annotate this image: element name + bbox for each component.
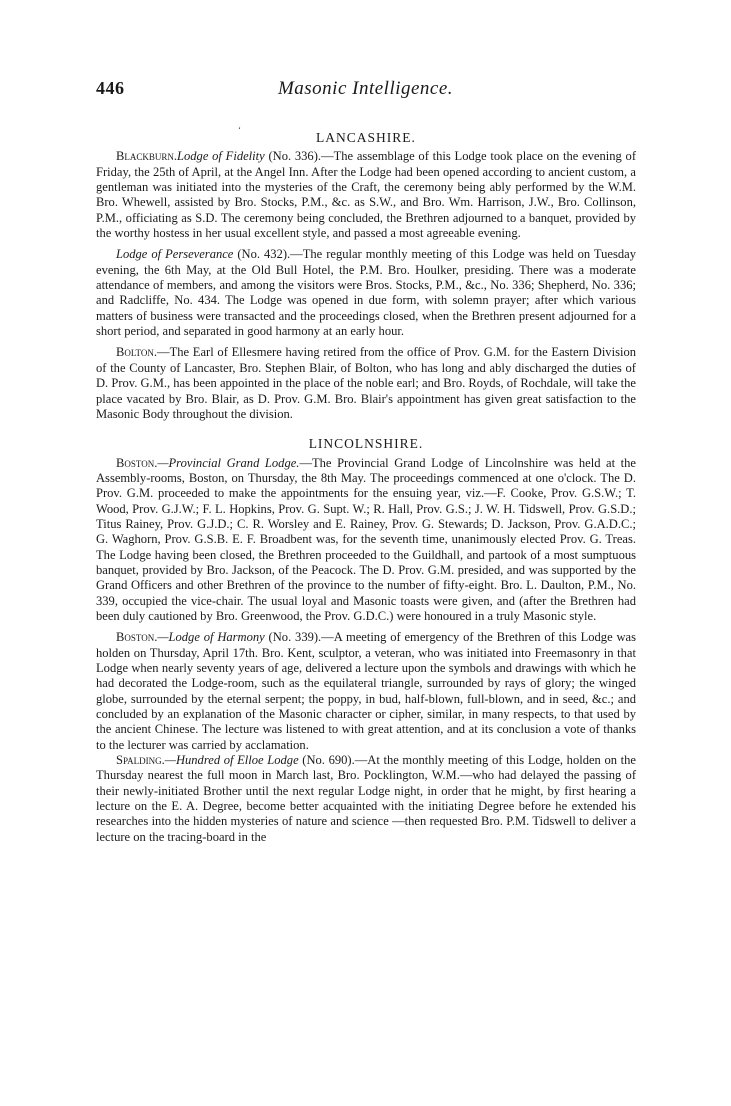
lodge-name: —Provincial Grand Lodge. [157,455,300,470]
paragraph-boston-provincial [96,456,636,625]
page-number: 446 [96,78,125,98]
running-title: Masonic Intelligence. [277,78,454,99]
paragraph-text: (No. 336).—The assemblage of this Lodge took place on the evening of Friday, the 25th of April, at the Angel Inn. After the Lodge had been opened according to ancient custom, a gentleman was initiated into the mysteries of the Craft, the ceremony being ably performed by the W.M. Bro. Whewell, assisted by Bro. Stocks, P.M., &c. as S.W., and Bro. Wm. Harrison, J.W., Bro. Collinson, P.M., officiating as S.D. The ceremony being concluded, the Brethren adjourned to a banquet, provided by the worthy hostess in her usual excellent style, and passed a most agreeable evening. [96,149,637,241]
section-heading-lincolnshire: LINCOLNSHIRE. [308,436,424,452]
paragraph-perseverance [96,247,636,339]
paragraph-text: —The Earl of Ellesmere having retired from the office of Prov. G.M. for the Eastern Division of the County of Lancaster, Bro. Stephen Blair, of Bolton, who has long and ably discharged the duties of D. Prov. G.M., has been appointed in the place of the noble earl; and Bro. Royds, of Rochdale, will take the place vacated by Bro. Blair, as D. Prov. G.M. Bro. Blair's appointment has given great satisfaction to the Masonic Body throughout the division. [96,345,636,421]
running-head [96,78,635,102]
paragraph-boston-harmony [96,630,636,753]
place-name: Boston. [116,455,158,470]
paragraph-spalding [96,753,636,845]
lodge-name: —Hundred of Elloe Lodge [164,753,299,768]
lodge-name: Lodge of Fidelity [177,149,265,164]
section-heading-lancashire: LANCASHIRE. [316,130,416,145]
article-body [96,130,636,851]
lodge-name: Lodge of Perseverance [116,247,234,262]
place-name: Bolton. [116,345,158,360]
paragraph-text: (No. 339).—A meeting of emergency of the Brethren of this Lodge was holden on Thursday, April 17th. Bro. Kent, sculptor, a veteran, who was initiated into Freemasonry in that Lodge when nearly seventy years of age, delivered a lecture upon the symbols and drawings with which he had decorated the Lodge-room, such as the equilateral triangle, surrounded by rays of glory; the winged globe, surrounded by the eternal serpent; the poppy, in bud, half-blown, full-blown, and in seed, &c.; and concluded by an explanation of the Masonic character or cipher, similar, in many respects, to that used by the ancient Chinese. The lecture was listened to with great attention, and at its conclusion a vote of thanks to the lecturer was carried by acclamation. [96,630,636,752]
place-name: Spalding. [116,753,165,768]
paragraph-blackburn [96,149,636,241]
place-name: Boston. [116,630,158,645]
paragraph-text: (No. 432).—The regular monthly meeting of this Lodge was held on Tuesday evening, the 6th May, at the Old Bull Hotel, the P.M. Bro. Houlker, presiding. There was a moderate attendance of members, and among the visitors were Bros. Stocks, P.M., &c., No. 336; Shepherd, No. 336; and Radcliffe, No. 434. The Lodge was opened in due form, with solemn prayer; after which various matters of business were transacted and the proceedings closed, when the Brethren present adjourned for a short period, and separated in good harmony at an early hour. [96,247,636,339]
paragraph-bolton [96,345,636,422]
paragraph-text: (No. 690).—At the monthly meeting of this Lodge, holden on the Thursday nearest the full moon in March last, Bro. Pocklington, W.M.—who had delayed the passing of their newly-initiated Brother until the next regular Lodge night, in order that he might, by first hearing a lecture on the E. A. Degree, become better acquainted with the initiating Degree before he extended his researches into the hidden mysteries of nature and science —then requested Bro. P.M. Tidswell to deliver a lecture on the tracing-board in the [96,753,636,844]
paragraph-text: —The Provincial Grand Lodge of Lincolnshire was held at the Assembly-rooms, Boston, on Thursday, the 8th May. The proceedings commenced at one o'clock. The D. Prov. G.M. proceeded to make the appointments for the ensuing year, viz.—F. Cooke, Prov. G.S.W.; T. Wood, Prov. G.J.W.; F. L. Hopkins, Prov. G. Supt. W.; R. Hall, Prov. G.S.; J. W. H. Tidswell, Prov. G.S.D.; Titus Rainey, Prov. G.J.D.; C. R. Worsley and E. Rainey, Prov. G. Stewards; D. Jackson, Prov. G.A.D.C.; G. Waghorn, Prov. G.S.B. E. F. Broadbent was, for the seventh time, unanimously elected Prov. G. Treas. The Lodge having been closed, the Brethren proceeded to the Guildhall, and partook of a most sumptuous banquet, provided by Bro. Jackson, of the Peacock. The D. Prov. G.M. presided, and was supported by the Grand Officers and other Brethren of the province to the number of fifty-eight. Bro. L. Daulton, P.M., No. 339, occupied the vice-chair. The usual loyal and Masonic toasts were given, and (after the Brethren had been duly cautioned by Bro. Greenwood, the Prov. G.D.C.) were honoured in a truly Masonic style. [96,455,636,623]
place-name: Blackburn. [116,149,178,164]
stray-mark: ‘ [238,125,241,135]
lodge-name: —Lodge of Harmony [157,630,265,645]
